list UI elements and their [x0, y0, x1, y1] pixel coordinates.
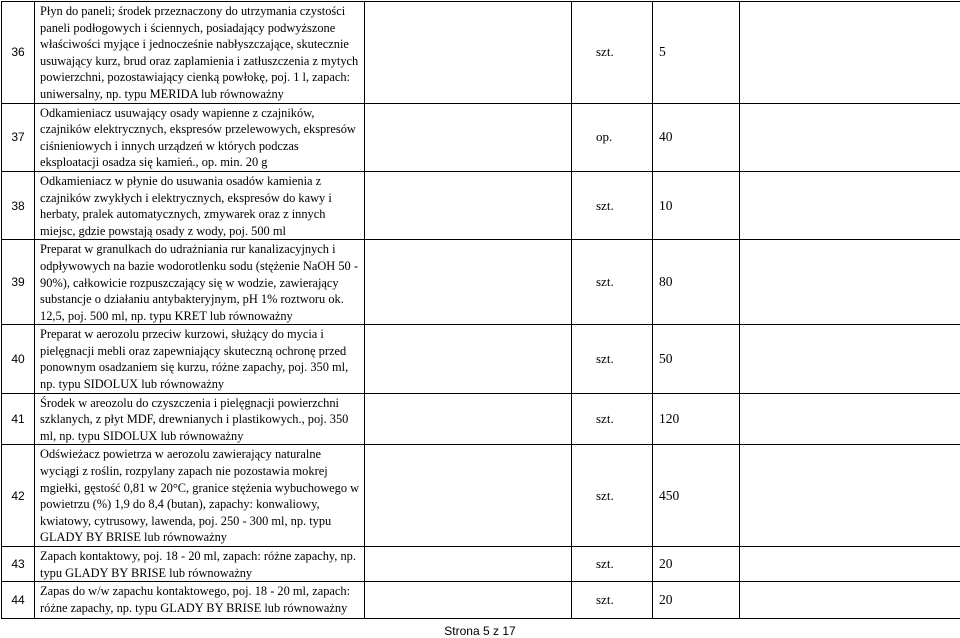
row-number: 44	[2, 582, 35, 619]
empty-cell	[365, 103, 572, 171]
item-quantity: 50	[653, 325, 740, 393]
empty-cell	[740, 582, 960, 619]
empty-cell	[740, 445, 960, 547]
table-row	[2, 547, 960, 582]
table-row	[2, 325, 960, 393]
item-description: Odświeżacz powietrza w aerozolu zawierający naturalne wyciągi z roślin, rozpylany zapach nie pozostawia mokrej mgiełki, gęstość 0,81 w 20°C, granice stężenia wybuchowego w powietrzu (%) 1,9 do 8,4 (butan), zapachy: konwaliowy, kwiatowy, cytrusowy, lawenda, poj. 250 - 300 ml, np. typu GLADY BY BRISE lub równoważny	[35, 445, 365, 547]
row-number: 42	[2, 445, 35, 547]
item-quantity: 40	[653, 103, 740, 171]
row-number: 43	[2, 547, 35, 582]
table-row	[2, 393, 960, 445]
items-table-body	[2, 2, 960, 619]
item-unit: szt.	[572, 582, 653, 619]
item-unit: szt.	[572, 2, 653, 104]
empty-cell	[740, 171, 960, 239]
item-unit: szt.	[572, 393, 653, 445]
table-row	[2, 103, 960, 171]
table-row	[2, 445, 960, 547]
item-description: Środek w areozolu do czyszczenia i pielęgnacji powierzchni szklanych, z płyt MDF, drewnianych i plastikowych., poj. 350 ml, np. typu SIDOLUX lub równoważny	[35, 393, 365, 445]
item-description: Płyn do paneli; środek przeznaczony do utrzymania czystości paneli podłogowych i ściennych, posiadający podwyższone właściwości myjące i jednocześnie nabłyszczające, skutecznie usuwający kurz, brud oraz zaplamienia i zatłuszczenia z mytych powierzchni, pozostawiający cienką powłokę, poj. 1 l, zapach: uniwersalny, np. typu MERIDA lub równoważny	[35, 2, 365, 104]
item-unit: szt.	[572, 325, 653, 393]
empty-cell	[365, 325, 572, 393]
table-row	[2, 582, 960, 619]
item-description: Zapach kontaktowy, poj. 18 - 20 ml, zapach: różne zapachy, np. typu GLADY BY BRISE lub równoważny	[35, 547, 365, 582]
row-number: 38	[2, 171, 35, 239]
empty-cell	[740, 393, 960, 445]
empty-cell	[740, 2, 960, 104]
item-unit: szt.	[572, 171, 653, 239]
item-unit: op.	[572, 103, 653, 171]
empty-cell	[365, 445, 572, 547]
items-table	[1, 1, 960, 619]
item-quantity: 5	[653, 2, 740, 104]
table-row	[2, 240, 960, 325]
item-description: Odkamieniacz usuwający osady wapienne z czajników, czajników elektrycznych, ekspresów przelewowych, ekspresów ciśnieniowych i innych urządzeń w których podczas eksploatacji osadza się kamień., op. min. 20 g	[35, 103, 365, 171]
empty-cell	[365, 2, 572, 104]
row-number: 36	[2, 2, 35, 104]
empty-cell	[365, 393, 572, 445]
row-number: 41	[2, 393, 35, 445]
empty-cell	[365, 547, 572, 582]
item-description: Preparat w aerozolu przeciw kurzowi, służący do mycia i pielęgnacji mebli oraz zapewniający skuteczną ochronę przed ponownym osadzaniem się kurzu, różne zapachy, poj. 350 ml, np. typu SIDOLUX lub równoważny	[35, 325, 365, 393]
empty-cell	[365, 240, 572, 325]
row-number: 40	[2, 325, 35, 393]
empty-cell	[740, 325, 960, 393]
empty-cell	[365, 171, 572, 239]
item-unit: szt.	[572, 445, 653, 547]
empty-cell	[365, 582, 572, 619]
item-quantity: 20	[653, 547, 740, 582]
item-quantity: 10	[653, 171, 740, 239]
table-row	[2, 2, 960, 104]
row-number: 37	[2, 103, 35, 171]
empty-cell	[740, 103, 960, 171]
table-row	[2, 171, 960, 239]
item-description: Preparat w granulkach do udrażniania rur kanalizacyjnych i odpływowych na bazie wodorotlenku sodu (stężenie NaOH 50 - 90%), całkowicie rozpuszczający się w wodzie, zawierający substancje o działaniu antybakteryjnym, pH 1% roztworu ok. 12,5, poj. 500 ml, np. typu KRET lub równoważny	[35, 240, 365, 325]
item-quantity: 20	[653, 582, 740, 619]
item-quantity: 80	[653, 240, 740, 325]
row-number: 39	[2, 240, 35, 325]
item-quantity: 450	[653, 445, 740, 547]
empty-cell	[740, 547, 960, 582]
item-description: Zapas do w/w zapachu kontaktowego, poj. 18 - 20 ml, zapach: różne zapachy, np. typu GLADY BY BRISE lub równoważny	[35, 582, 365, 619]
item-unit: szt.	[572, 547, 653, 582]
item-unit: szt.	[572, 240, 653, 325]
page-number: Strona 5 z 17	[444, 624, 516, 638]
empty-cell	[740, 240, 960, 325]
item-quantity: 120	[653, 393, 740, 445]
item-description: Odkamieniacz w płynie do usuwania osadów kamienia z czajników zwykłych i elektrycznych, ekspresów do kawy i herbaty, pralek automatycznych, zmywarek oraz z innych miejsc, gdzie powstają osady z wody, poj. 500 ml	[35, 171, 365, 239]
